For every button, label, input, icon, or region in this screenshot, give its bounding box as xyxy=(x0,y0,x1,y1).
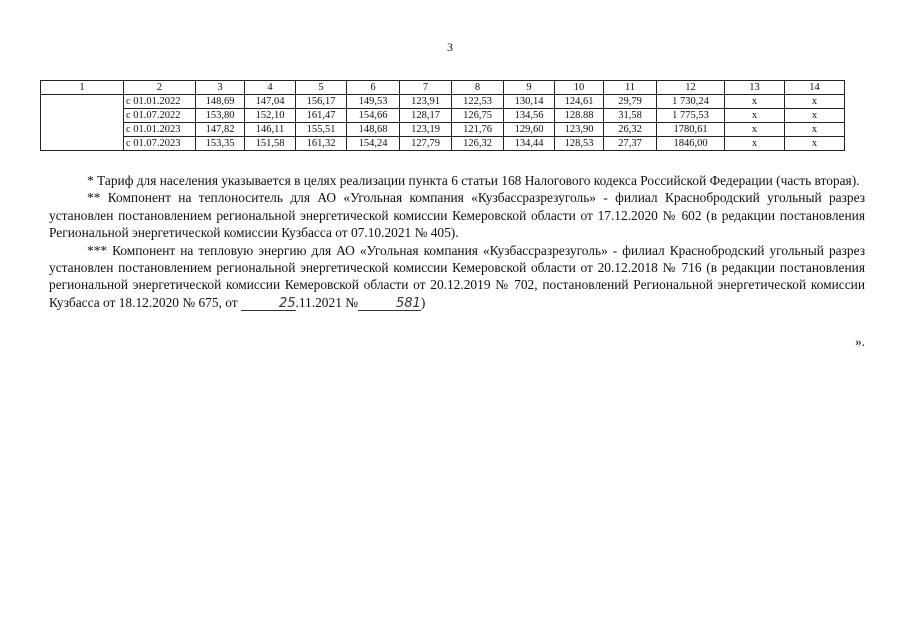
table-cell: x xyxy=(785,95,845,109)
column-header: 10 xyxy=(555,81,604,95)
table-cell: x xyxy=(725,137,785,151)
table-cell: 126,75 xyxy=(452,109,504,123)
table-cell: 123,19 xyxy=(400,123,452,137)
table-cell: 122,53 xyxy=(452,95,504,109)
table-cell: x xyxy=(785,123,845,137)
table-row xyxy=(41,109,845,123)
footnote-3-text: *** Компонент на тепловую энергию для АО «Угольная компания «Кузбассразрезуголь» - филиал Краснобродский угольный разрез установлен постановлением региональной энергетической комиссии Кемеровской области от 20.12.2018 № 716 (в редакции постановления региональной энергетической комиссии Кемеровской области от 20.12.2019 № 702, постановлений Региональной энергетической комиссии Кузбасса от 18.12.2020 № 675, от xyxy=(49,242,865,310)
column-header: 4 xyxy=(245,81,296,95)
table-cell: с 01.07.2022 xyxy=(124,109,196,123)
table-cell: 1 775,53 xyxy=(657,109,725,123)
footnote-3 xyxy=(49,242,865,312)
table-cell: 134,44 xyxy=(504,137,555,151)
tariff-table xyxy=(40,80,845,151)
table-cell: с 01.01.2022 xyxy=(124,95,196,109)
table-cell: x xyxy=(785,137,845,151)
table-row xyxy=(41,95,845,109)
table-cell: 152,10 xyxy=(245,109,296,123)
table-cell: с 01.07.2023 xyxy=(124,137,196,151)
table-cell: 148,69 xyxy=(196,95,245,109)
handwritten-number: 581 xyxy=(358,297,421,311)
table-cell: 31,58 xyxy=(604,109,657,123)
table-cell: 121,76 xyxy=(452,123,504,137)
table-row xyxy=(41,123,845,137)
table-cell: 149,53 xyxy=(347,95,400,109)
table-cell: 147,04 xyxy=(245,95,296,109)
column-header: 3 xyxy=(196,81,245,95)
table-cell: x xyxy=(725,123,785,137)
column-header: 11 xyxy=(604,81,657,95)
column-header: 2 xyxy=(124,81,196,95)
table-cell: 148,68 xyxy=(347,123,400,137)
table-cell: 123,91 xyxy=(400,95,452,109)
table-cell: 1 730,24 xyxy=(657,95,725,109)
column-header: 9 xyxy=(504,81,555,95)
table-cell xyxy=(41,95,124,151)
table-cell: 129,60 xyxy=(504,123,555,137)
table-cell: x xyxy=(725,95,785,109)
table-cell: 127,79 xyxy=(400,137,452,151)
table-cell: 124,61 xyxy=(555,95,604,109)
column-header: 7 xyxy=(400,81,452,95)
column-header: 6 xyxy=(347,81,400,95)
column-header: 14 xyxy=(785,81,845,95)
table-cell: x xyxy=(785,109,845,123)
table-cell: 134,56 xyxy=(504,109,555,123)
table-cell: 130,14 xyxy=(504,95,555,109)
handwritten-day: 25 xyxy=(241,297,296,311)
footnotes xyxy=(49,172,865,311)
table-cell: 128.88 xyxy=(555,109,604,123)
table-cell: 156,17 xyxy=(296,95,347,109)
footnote-1: * Тариф для населения указывается в целях реализации пункта 6 статьи 168 Налогового кодекса Российской Федерации (часть вторая). xyxy=(87,173,860,188)
footnote-2: ** Компонент на теплоноситель для АО «Угольная компания «Кузбассразрезуголь» - филиал Краснобродский угольный разрез установлен постановлением региональной энергетической комиссии Кемеровской области от 17.12.2020 № 602 (в редакции постановления Региональной энергетической комиссии Кузбасса от 07.10.2021 № 405). xyxy=(49,190,865,241)
table-cell: 151,58 xyxy=(245,137,296,151)
table-cell: 128,17 xyxy=(400,109,452,123)
table-cell: 154,24 xyxy=(347,137,400,151)
table-cell: 161,32 xyxy=(296,137,347,151)
table-cell: 147,82 xyxy=(196,123,245,137)
table-cell: 126,32 xyxy=(452,137,504,151)
table-cell: 146,11 xyxy=(245,123,296,137)
table-cell: 123,90 xyxy=(555,123,604,137)
table-header-row xyxy=(41,81,845,95)
footnote-3-end: ) xyxy=(420,294,426,310)
table-cell: с 01.01.2023 xyxy=(124,123,196,137)
table-cell: 1846,00 xyxy=(657,137,725,151)
column-header: 1 xyxy=(41,81,124,95)
table-cell: 155,51 xyxy=(296,123,347,137)
table-cell: 161,47 xyxy=(296,109,347,123)
table-cell: 1780,61 xyxy=(657,123,725,137)
table-cell: 26,32 xyxy=(604,123,657,137)
page-number: 3 xyxy=(447,40,453,54)
table-cell: 27,37 xyxy=(604,137,657,151)
table-row xyxy=(41,137,845,151)
closing-quote-mark: ». xyxy=(854,334,865,349)
table-cell: x xyxy=(725,109,785,123)
column-header: 8 xyxy=(452,81,504,95)
column-header: 12 xyxy=(657,81,725,95)
table-cell: 153,35 xyxy=(196,137,245,151)
table-cell: 153,80 xyxy=(196,109,245,123)
table-cell: 154,66 xyxy=(347,109,400,123)
table-cell: 29,79 xyxy=(604,95,657,109)
column-header: 13 xyxy=(725,81,785,95)
footnote-3-middle: .11.2021 № xyxy=(295,294,359,310)
column-header: 5 xyxy=(296,81,347,95)
table-cell: 128,53 xyxy=(555,137,604,151)
